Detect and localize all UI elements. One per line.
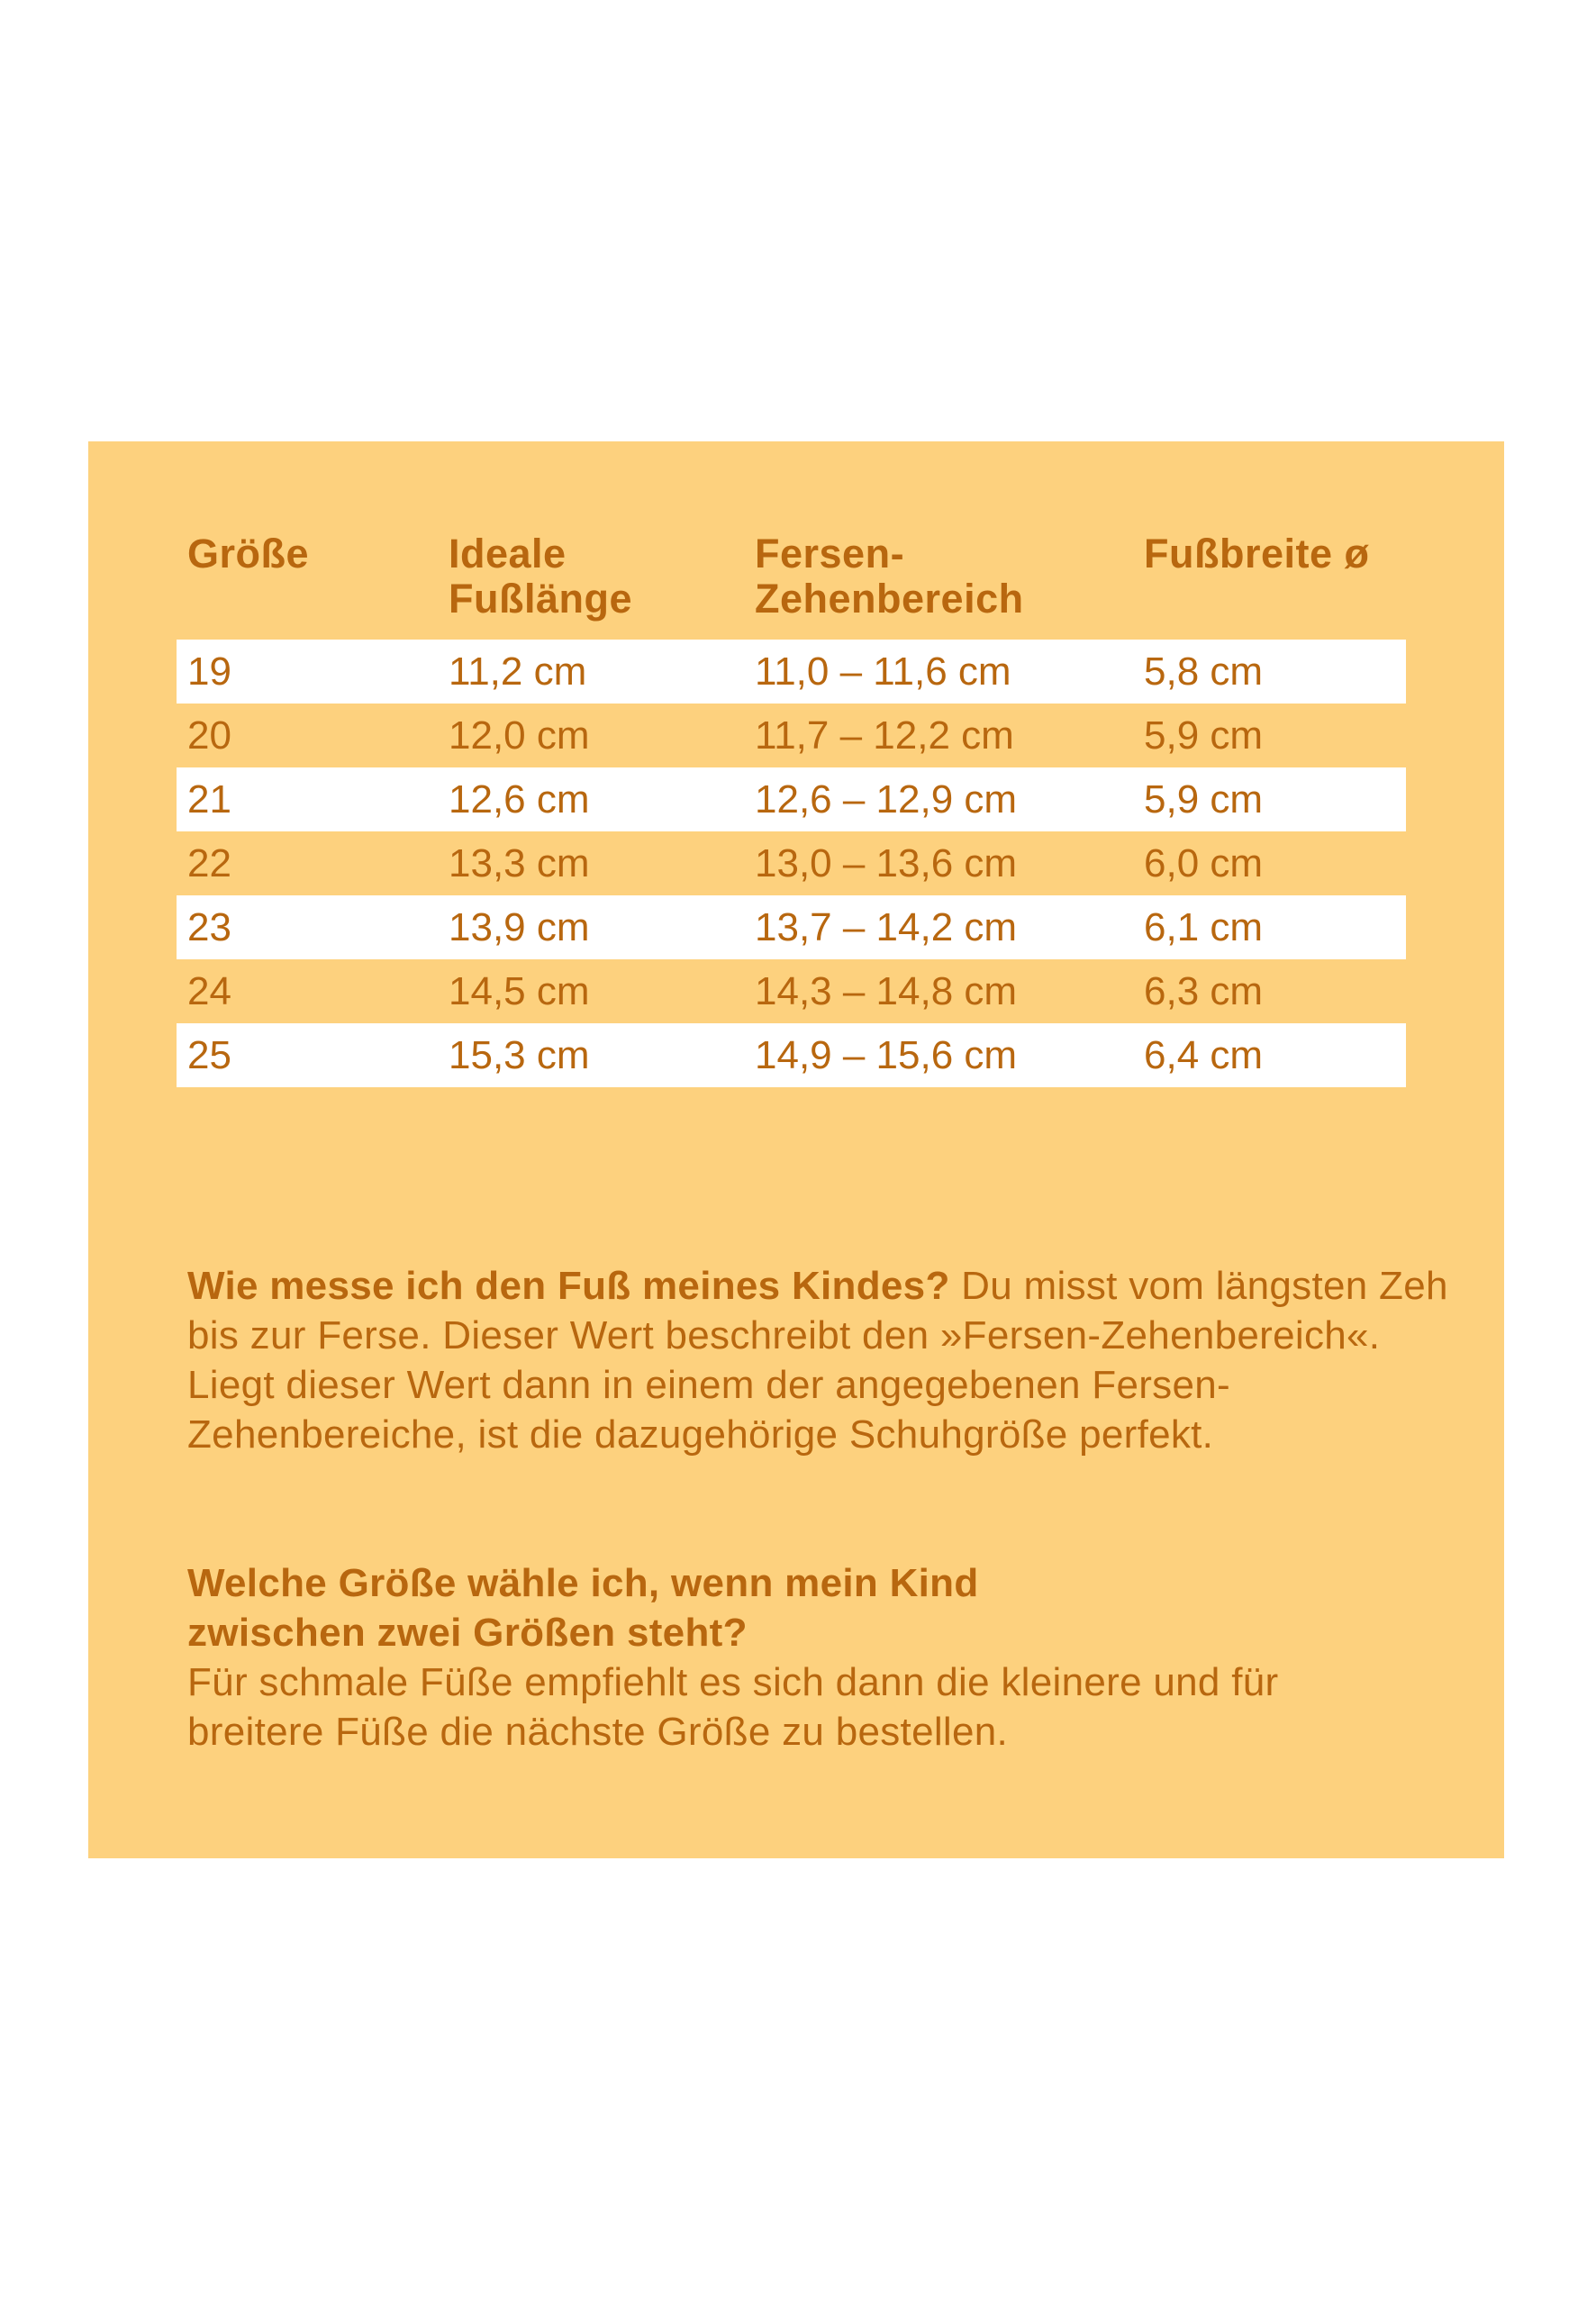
cell-length: 12,6 cm (449, 777, 590, 822)
cell-length: 15,3 cm (449, 1033, 590, 1077)
cell-range: 13,0 – 13,6 cm (755, 841, 1018, 885)
cell-size: 20 (187, 713, 231, 758)
table-row (177, 1023, 1406, 1087)
size-chart-panel (88, 441, 1504, 1858)
table-row (177, 640, 1406, 704)
cell-width: 5,8 cm (1144, 649, 1264, 694)
cell-width: 6,3 cm (1144, 969, 1264, 1013)
cell-range: 14,3 – 14,8 cm (755, 969, 1018, 1013)
cell-width: 5,9 cm (1144, 713, 1264, 758)
cell-width: 6,0 cm (1144, 841, 1264, 885)
faq-answer: Du misst vom längsten Zeh bis zur Ferse. Dieser Wert beschreibt den »Fersen-Zehenbereich«. Liegt dieser Wert dann in einem der angegebenen Fersen-Zehenbereiche, ist die dazugehörige Schuhgröße perfekt. (187, 1264, 1448, 1457)
cell-width: 5,9 cm (1144, 777, 1264, 822)
cell-size: 19 (187, 649, 231, 694)
cell-width: 6,1 cm (1144, 905, 1264, 949)
table-row (177, 959, 1406, 1023)
cell-range: 13,7 – 14,2 cm (755, 905, 1018, 949)
faq-measuring (187, 1261, 1448, 1459)
faq-question: Welche Größe wähle ich, wenn mein Kind zwischen zwei Größen steht? (187, 1561, 979, 1655)
cell-length: 13,3 cm (449, 841, 590, 885)
cell-size: 21 (187, 777, 231, 822)
cell-width: 6,4 cm (1144, 1033, 1264, 1077)
cell-length: 12,0 cm (449, 713, 590, 758)
faq-question: Wie messe ich den Fuß meines Kindes? (187, 1264, 950, 1308)
table-row (177, 704, 1406, 767)
header-foot-length: Ideale Fußlänge (449, 531, 632, 622)
cell-size: 25 (187, 1033, 231, 1077)
header-size: Größe (187, 531, 310, 576)
table-row (177, 895, 1406, 959)
table-row (177, 831, 1406, 895)
faq-between-sizes (187, 1558, 1448, 1757)
cell-length: 11,2 cm (449, 649, 587, 694)
cell-range: 12,6 – 12,9 cm (755, 777, 1018, 822)
cell-size: 24 (187, 969, 231, 1013)
cell-length: 13,9 cm (449, 905, 590, 949)
header-heel-toe-range: Fersen- Zehenbereich (755, 531, 1024, 622)
cell-range: 11,0 – 11,6 cm (755, 649, 1011, 694)
cell-size: 23 (187, 905, 231, 949)
table-row (177, 767, 1406, 831)
cell-range: 11,7 – 12,2 cm (755, 713, 1014, 758)
table-header (88, 441, 1504, 662)
cell-range: 14,9 – 15,6 cm (755, 1033, 1018, 1077)
size-table (177, 640, 1406, 1087)
faq-answer: Für schmale Füße empfiehlt es sich dann die kleinere und für breitere Füße die nächste Größe zu bestellen. (187, 1660, 1279, 1754)
header-foot-width: Fußbreite ø (1144, 531, 1370, 576)
cell-length: 14,5 cm (449, 969, 590, 1013)
cell-size: 22 (187, 841, 231, 885)
